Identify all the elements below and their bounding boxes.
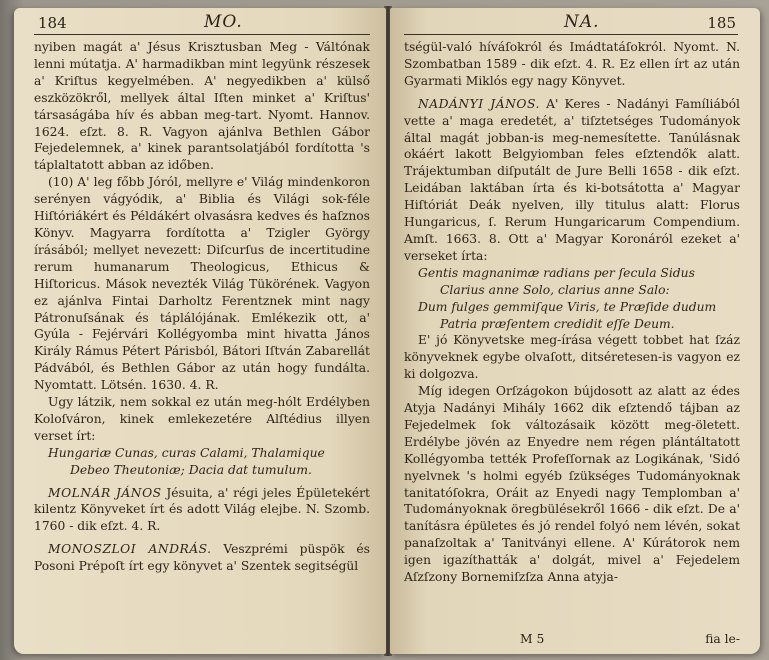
paragraph: E' jó Könyvetske meg-írása végett tobbet hat ſzáz könyveknek egybe olvaſott, ditséretesen-is vagyon ez ki dolgozva. — [404, 333, 740, 382]
paragraph: nyiben magát a' Jésus Krisztusban Meg - Váltónak lenni mútatja. A' harmadikban mint legyünk részesek a' Kriſtus kegyelmében. A' negyedikben a' külső eszközökről, mellyek által Iſten minket a' Kriſtus' társaságába hív és abban meg-tart. Nyomt. Hannov. 1624. eſzt. 8. R. Vagyon ajánlva Bethlen Gábor Fejedelemnek, a' kinek parantsolatjából fordította 's táplaltatott abban az időben. — [34, 40, 370, 173]
entry — [34, 541, 370, 575]
left-page-header — [34, 8, 370, 35]
verse-line: Dum fulges gemmiſque Viris, te Præſide dudum — [418, 299, 717, 314]
left-page-text — [34, 39, 370, 575]
paragraph: Míg idegen Orſzágokon bújdosott az alatt az édes Atyja Nadányi Mihály 1662 dik eſztendő tájban az Fejedelmek ſok változásaik között meg-öletett. Erdélybe jövén az Enyedre nem régen plántáltatott Kollégyomba tették Profeſſornak az Logikának, 'Sidó nyelvnek 's holmi egyéb ſzükséges Tudományoknak tanitatóſokra, Oráit az Enyedi nagy Templomban a' Tudományoknak öregbülésekről 1666 - dik eſzt. De a' tanításra épületes és jó rendel folyó nem lévén, sokat panaſzoltak a' Tanitványi ellene. A' Kúrátorok nem igen igazíthatták a' dolgát, mivel a' Fejedelem Aſzſzony Bornemiſzſza Anna atyja- — [404, 384, 740, 585]
right-page-footer — [520, 632, 740, 646]
entry — [404, 96, 740, 265]
catchword: fia le- — [705, 632, 740, 646]
paragraph: Ugy látzik, nem sokkal ez után meg-hólt Erdélyben Koloſváron, kinek emlekezetére Alſtédius illyen verset írt: — [34, 395, 370, 443]
verse-line: Patria præſentem credidit eſſe Deum. — [440, 316, 675, 331]
verse-line: Gentis magnanimæ radians per ſecula Sidus — [418, 265, 695, 280]
right-running-head: NA. — [564, 12, 600, 32]
right-page-header — [404, 8, 738, 35]
entry-text: Veszprémi püspök és Posoni Prépoſt írt egy könyvet a' Szentek segitségül — [34, 542, 370, 574]
paragraph: (10) A' leg főbb Jóról, mellyre e' Világ mindenkoron serényen vágyódik, a' Biblia és Világi sok-féle Hiſtóriákért és Példákért olvasásra kedves és haſznos Könyv. Magyarra fordította a' Tzigler György írásából; mellyet nevezett: Diſcurſus de incertitudine rerum humanarum Theologicus, Ethicus & Hiſtoricus. Mások nevezték Világ Tükörének. Vagyon ez ajánlva Fintai Darholtz Ferentznek mint nagy Pátronuſsának és táplálójának. Emlékezik ott, a' Gyúla - Fejérvári Kollégyomba mint hivatta János Király Rámus Pétert Párisból, Bátori Iſtván Zabarellát Pádvából, és Bethlen Gábor az után hogy fundálta. Nyomtatt. Lötsén. 1630. 4. R. — [34, 175, 370, 393]
entry-text: Jésuita, a' régi jeles Épületekért kilentz Könyveket írt és adott Világ elejbe. N. Szomb. 1760 - dik eſzt. 4. R. — [34, 485, 370, 534]
verse-line: Debeo Theutoniæ; Dacia dat tumulum. — [70, 462, 312, 477]
left-page — [14, 8, 386, 654]
left-running-head: MO. — [204, 12, 243, 32]
verse-line: Hungariæ Cunas, curas Calami, Thalamique — [48, 445, 325, 460]
entry — [34, 485, 370, 536]
signature-mark: M 5 — [520, 632, 545, 646]
entry-name: NADÁNYI JÁNOS. — [418, 96, 540, 111]
entry-name: MOLNÁR JÁNOS — [48, 485, 162, 500]
right-page-number: 185 — [707, 14, 736, 32]
right-page-text — [404, 39, 740, 586]
right-page — [390, 8, 760, 654]
verse-line: Clarius anne Solo, clarius anne Salo: — [440, 282, 670, 297]
left-page-number: 184 — [38, 14, 67, 32]
entry-name: MONOSZLOI ANDRÁS. — [48, 542, 212, 557]
paragraph: tségül-való híváſokról és Imádtatáſokról. Nyomt. N. Szombatban 1589 - dik eſzt. 4. R. Ez ellen írt az után Gyarmati Miklós egy nagy Könyvet. — [404, 40, 740, 88]
entry-text: A' Keres - Nadányi Famíliából vette a' maga eredetét, a' tiſztetséges Tudományok által magát jobban-is meg-nemesítette. Tanúlásnak okáért lakott Belgyiomban feles eſztendők alatt. Trájektumban diſputált de Jure Belli 1658 - dik eſzt. Leidában laktában írta és ki-botsátotta a' Magyar Hiſtóriát Deák nyelven, illy titulus alatt: Florus Hungaricus, ſ. Rerum Hungaricarum Compendium. Amſt. 1663. 8. Ott a' Magyar Koronáról ezeket a' verseket írta: — [404, 96, 740, 263]
